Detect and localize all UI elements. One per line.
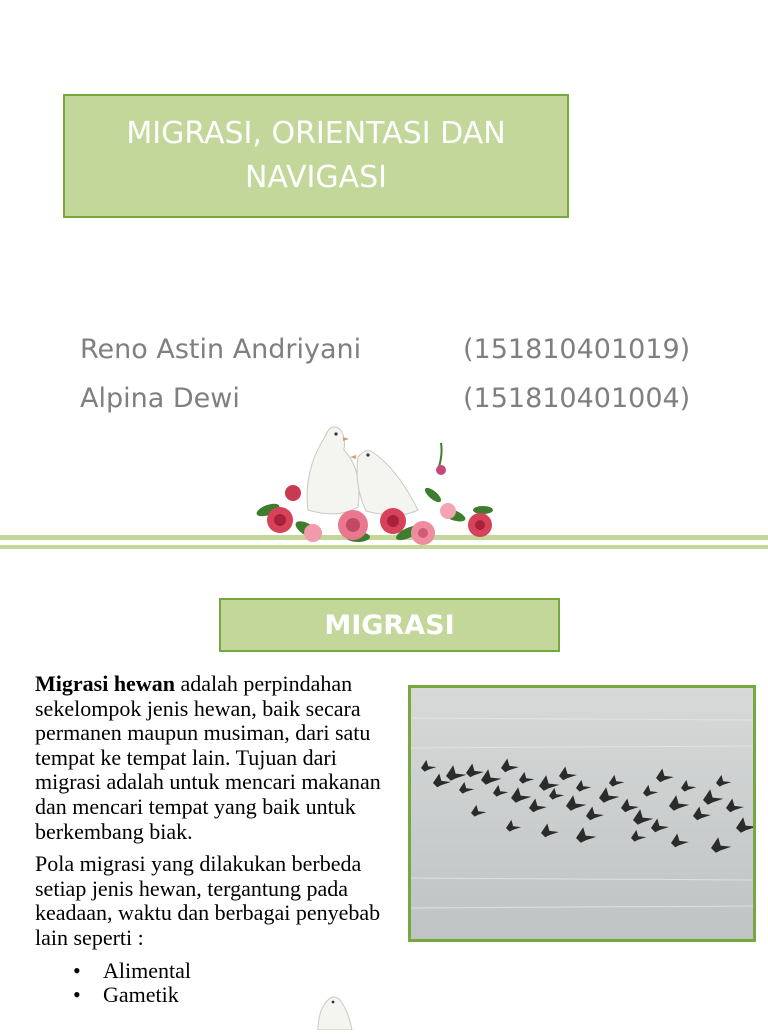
title-box [63, 94, 569, 218]
author-name: Alpina Dewi [80, 383, 240, 414]
author-name: Reno Astin Andriyani [80, 334, 362, 365]
author-nim: (151810401019) [463, 334, 691, 365]
presentation-title: MIGRASI, ORIENTASI DAN NAVIGASI [126, 116, 506, 195]
section-heading: MIGRASI [324, 609, 455, 641]
author-nim: (151810401004) [463, 383, 691, 414]
section-heading-box [219, 598, 560, 652]
definition-text: adalah perpindahan sekelompok jenis hewan, baik secara permanen maupun musiman, dari satu tempat ke tempat lain. Tujuan dari migrasi adalah untuk mencari makanan dan mencari tempat yang baik untuk berkembang biak. [35, 671, 381, 844]
pattern-paragraph: Pola migrasi yang dilakukan berbeda setiap jenis hewan, tergantung pada keadaan, waktu dan berbagai penyebab lain seperti : [35, 851, 381, 950]
body-text [35, 672, 407, 1008]
doves-with-roses-icon [248, 415, 498, 565]
list-item: • Gametik [73, 983, 407, 1008]
term: Migrasi hewan [35, 671, 175, 696]
flock-of-birds-over-water-icon [408, 685, 756, 942]
list-item: • Alimental [73, 959, 407, 984]
author-row-1 [80, 334, 700, 374]
definition-paragraph [35, 672, 407, 844]
dove-icon [300, 990, 370, 1030]
